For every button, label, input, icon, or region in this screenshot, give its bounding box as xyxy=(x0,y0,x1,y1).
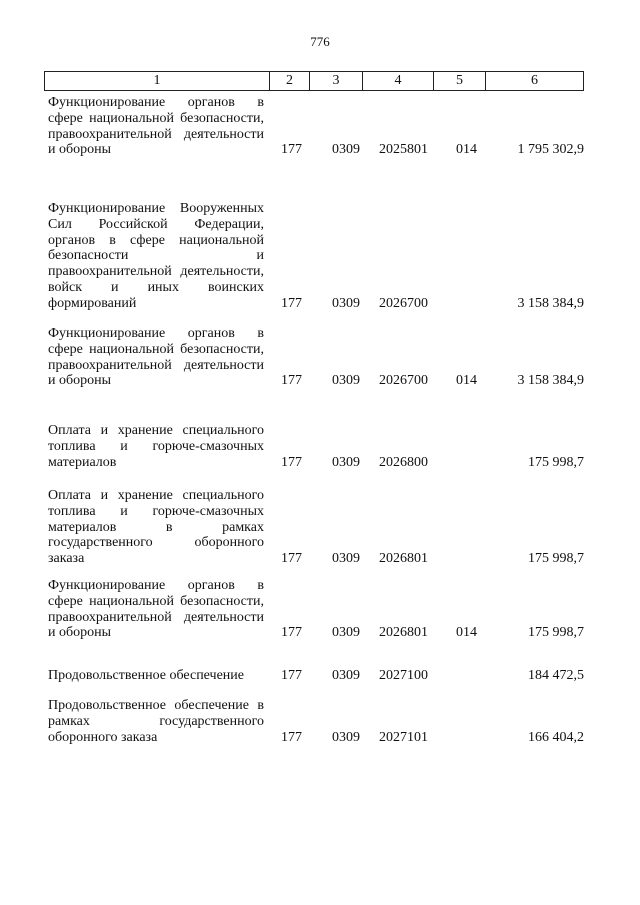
table-row xyxy=(48,95,584,158)
header-col-4: 4 xyxy=(363,72,434,90)
row-col-3: 0309 xyxy=(332,625,360,641)
row-col-6: 184 472,5 xyxy=(528,668,584,683)
header-col-6: 6 xyxy=(531,73,538,88)
header-col-3: 3 xyxy=(310,72,363,90)
row-col-2: 177 xyxy=(281,373,302,389)
table-row xyxy=(48,578,584,641)
row-col-4: 2026700 xyxy=(379,295,428,311)
table-row xyxy=(48,488,584,567)
row-description: Оплата и хранение специального топлива и горюче-смазочных материалов в рамках государственного оборонного заказа xyxy=(48,488,264,567)
row-col-4: 2026801 xyxy=(379,625,428,641)
row-col-2: 177 xyxy=(281,551,302,567)
row-col-2: 177 xyxy=(281,295,302,311)
table-row xyxy=(48,698,584,745)
row-description: Функционирование Вооруженных Сил Российской Федерации, органов в сфере национальной безопасности и правоохранительной деятельности, войск и иных воинских формирований xyxy=(48,201,264,311)
row-col-4: 2027100 xyxy=(379,668,428,683)
row-col-6: 3 158 384,9 xyxy=(517,295,584,311)
row-col-6: 175 998,7 xyxy=(528,625,584,641)
row-col-3: 0309 xyxy=(332,142,360,158)
row-col-3: 0309 xyxy=(332,729,360,745)
page-number: 776 xyxy=(310,34,330,49)
row-col-4: 2026801 xyxy=(379,551,428,567)
row-col-4: 2027101 xyxy=(379,729,428,745)
row-col-2: 177 xyxy=(281,668,302,683)
row-col-4: 2025801 xyxy=(379,142,428,158)
table-header xyxy=(44,71,584,91)
row-col-3: 0309 xyxy=(332,551,360,567)
table-row xyxy=(48,326,584,389)
header-col-2: 2 xyxy=(270,72,310,90)
row-col-5: 014 xyxy=(456,373,477,389)
row-col-6: 175 998,7 xyxy=(528,551,584,567)
row-description: Оплата и хранение специального топлива и горюче-смазочных материалов xyxy=(48,423,264,470)
table-row xyxy=(48,201,584,312)
row-description: Продовольственное обеспечение xyxy=(48,668,244,683)
row-col-6: 1 795 302,9 xyxy=(517,142,584,158)
row-col-2: 177 xyxy=(281,625,302,641)
table-row xyxy=(48,668,584,684)
row-col-5: 014 xyxy=(456,625,477,641)
table-row xyxy=(48,423,584,470)
row-description: Функционирование органов в сфере национальной безопасности, правоохранительной деятельности и обороны xyxy=(48,326,264,389)
row-col-2: 177 xyxy=(281,142,302,158)
row-description: Функционирование органов в сфере национальной безопасности, правоохранительной деятельности и обороны xyxy=(48,95,264,158)
header-col-1: 1 xyxy=(45,72,270,90)
row-col-4: 2026700 xyxy=(379,373,428,389)
row-description: Функционирование органов в сфере национальной безопасности, правоохранительной деятельности и обороны xyxy=(48,578,264,641)
row-col-4: 2026800 xyxy=(379,454,428,470)
row-col-3: 0309 xyxy=(332,668,360,683)
row-col-3: 0309 xyxy=(332,373,360,389)
row-col-3: 0309 xyxy=(332,295,360,311)
row-col-5: 014 xyxy=(456,142,477,158)
row-col-2: 177 xyxy=(281,729,302,745)
row-col-2: 177 xyxy=(281,454,302,470)
row-description: Продовольственное обеспечение в рамках государственного оборонного заказа xyxy=(48,698,264,745)
row-col-3: 0309 xyxy=(332,454,360,470)
row-col-6: 166 404,2 xyxy=(528,729,584,745)
header-col-5: 5 xyxy=(434,72,486,90)
row-col-6: 3 158 384,9 xyxy=(517,373,584,389)
row-col-6: 175 998,7 xyxy=(528,454,584,470)
